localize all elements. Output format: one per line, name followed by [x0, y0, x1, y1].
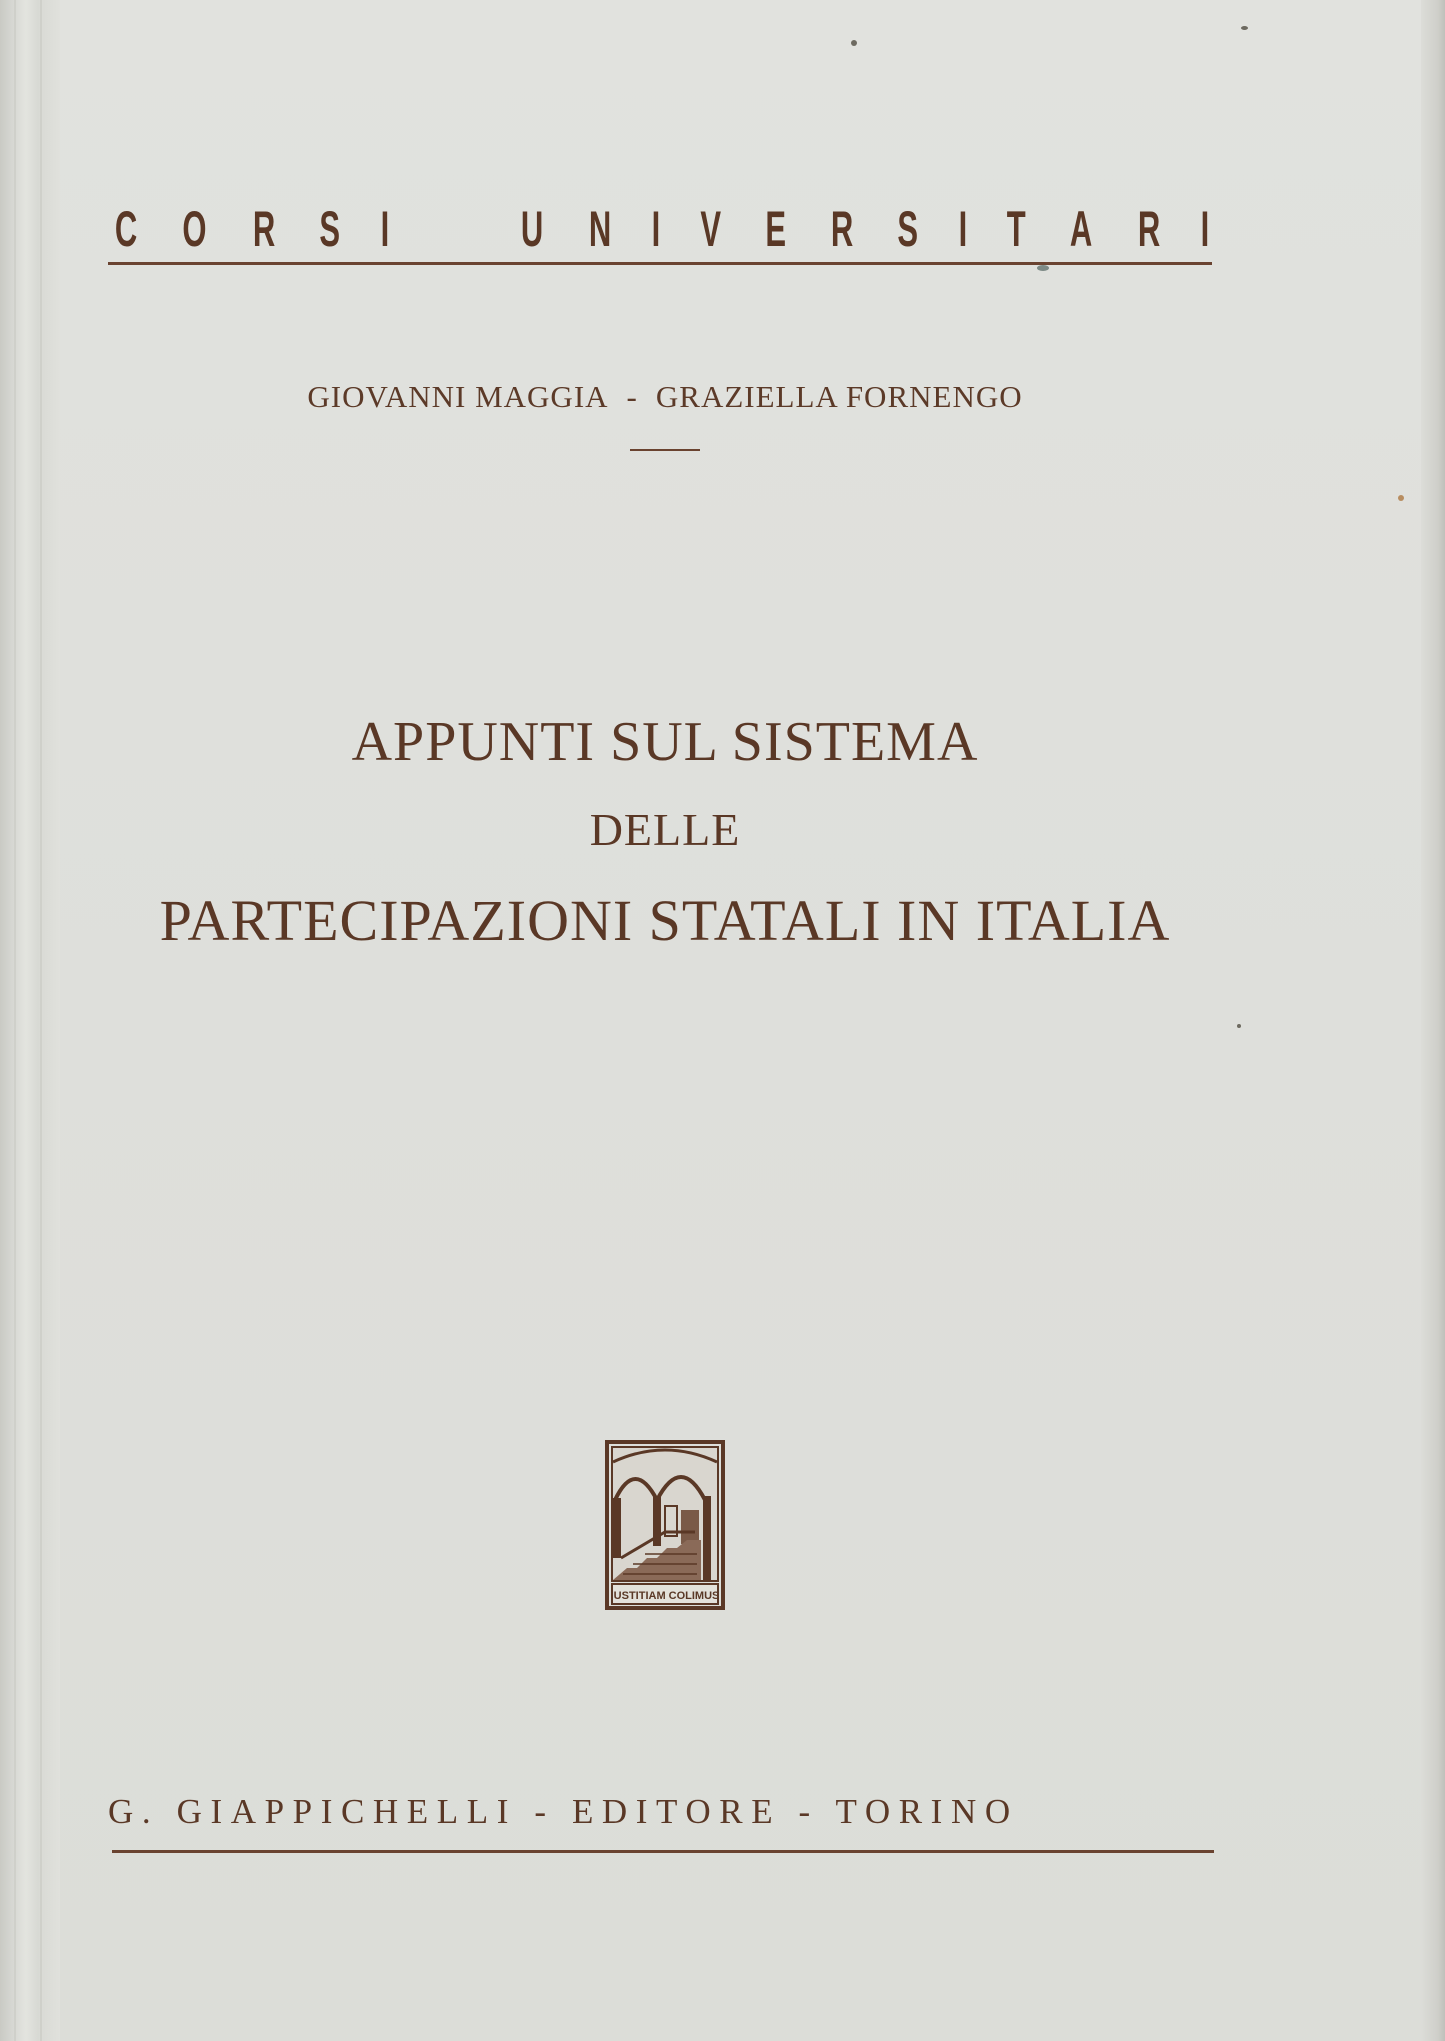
series-letter: N: [588, 201, 612, 257]
series-letter: V: [700, 201, 722, 257]
series-letter: R: [830, 201, 854, 257]
paper-speck: [1241, 26, 1248, 30]
series-letter: E: [765, 201, 787, 257]
cover-spine: [0, 0, 60, 2041]
series-letter: I: [1200, 201, 1210, 257]
cover-edge: [1421, 0, 1445, 2041]
series-letter: T: [1007, 201, 1026, 257]
author-rule: [630, 449, 700, 451]
authors: [0, 379, 1330, 415]
series-letter: S: [319, 201, 341, 257]
paper-speck: [1037, 265, 1049, 271]
title-line-2: DELLE: [589, 804, 741, 855]
series-letter: O: [182, 201, 207, 257]
paper-speck: [1237, 1024, 1241, 1028]
author-separator: -: [626, 379, 638, 414]
series-letter: I: [651, 201, 661, 257]
publisher-rule: [112, 1850, 1214, 1853]
emblem-motto: IUSTITIAM COLIMUS: [610, 1590, 720, 1602]
author-first: GIOVANNI MAGGIA: [307, 379, 609, 414]
series-letter: U: [521, 201, 544, 257]
title-line-1: APPUNTI SUL SISTEMA: [351, 711, 979, 773]
spine-fold: [40, 0, 42, 2041]
spine-fold: [14, 0, 16, 2041]
publisher-emblem-icon: [605, 1440, 725, 1610]
series-letter: R: [1137, 201, 1160, 257]
paper-speck: [851, 40, 857, 46]
series-letter: A: [1069, 201, 1093, 257]
series-letter: R: [252, 201, 275, 257]
series-letter: I: [380, 201, 390, 257]
title-line-3: PARTECIPAZIONI STATALI IN ITALIA: [159, 888, 1171, 953]
publisher-imprint: G. GIAPPICHELLI - EDITORE - TORINO: [108, 1792, 1019, 1831]
series-letter: S: [897, 201, 919, 257]
series-letter: I: [958, 201, 968, 257]
series-title: [108, 196, 1212, 257]
series-letter: C: [114, 201, 138, 257]
author-second: GRAZIELLA FORNENGO: [655, 379, 1023, 414]
paper-speck: [1398, 495, 1404, 501]
